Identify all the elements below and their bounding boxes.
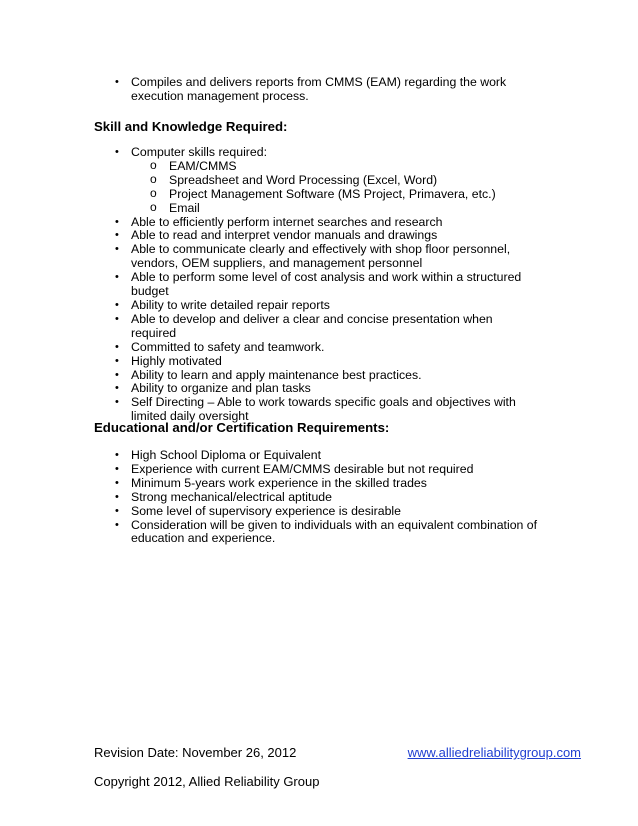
list-item bbox=[0, 369, 638, 383]
bullet-icon: • bbox=[115, 229, 119, 242]
circle-bullet-icon: o bbox=[150, 199, 157, 214]
bullet-icon: • bbox=[115, 340, 119, 353]
list-item-text: Ability to write detailed repair reports bbox=[131, 297, 330, 312]
list-item-text: Able to develop and deliver a clear and concise presentation when required bbox=[131, 311, 493, 340]
education-heading: Educational and/or Certification Requirements: bbox=[94, 420, 390, 435]
circle-bullet-icon: o bbox=[150, 185, 157, 200]
list-item-text: Computer skills required: bbox=[131, 145, 267, 159]
list-item-text: Able to communicate clearly and effectively with shop floor personnel, vendors, OEM suppliers, and management personnel bbox=[131, 242, 511, 271]
skills-list bbox=[0, 146, 638, 424]
list-item bbox=[0, 243, 638, 271]
list-item-text: Experience with current EAM/CMMS desirable but not required bbox=[131, 461, 474, 476]
bullet-icon: • bbox=[115, 504, 119, 517]
circle-bullet-icon: o bbox=[150, 171, 157, 186]
list-item-text: Able to read and interpret vendor manuals and drawings bbox=[131, 228, 438, 243]
bullet-icon: • bbox=[115, 382, 119, 395]
sub-list-item-text: Spreadsheet and Word Processing (Excel, Word) bbox=[169, 172, 438, 187]
list-item-text: Ability to organize and plan tasks bbox=[131, 381, 311, 396]
list-item-text: Compiles and delivers reports from CMMS (EAM) regarding the work execution management process. bbox=[131, 75, 507, 103]
revision-date: Revision Date: November 26, 2012 bbox=[94, 745, 297, 760]
list-item bbox=[0, 299, 638, 313]
bullet-icon: • bbox=[115, 298, 119, 311]
list-item bbox=[0, 76, 638, 104]
list-item-text: High School Diploma or Equivalent bbox=[131, 448, 322, 462]
list-item bbox=[0, 477, 638, 491]
list-item bbox=[0, 491, 638, 505]
bullet-icon: • bbox=[115, 368, 119, 381]
list-item bbox=[0, 463, 638, 477]
bullet-icon: • bbox=[115, 354, 119, 367]
bullet-icon: • bbox=[115, 76, 119, 88]
list-item-text: Strong mechanical/electrical aptitude bbox=[131, 489, 332, 504]
bullet-icon: • bbox=[115, 312, 119, 325]
bullet-icon: • bbox=[115, 271, 119, 284]
list-item bbox=[0, 216, 638, 230]
list-item bbox=[0, 229, 638, 243]
sub-list-item bbox=[131, 199, 538, 216]
list-item bbox=[0, 146, 638, 216]
bullet-icon: • bbox=[115, 243, 119, 256]
list-item bbox=[0, 313, 638, 341]
bullet-icon: • bbox=[115, 449, 119, 461]
sub-list-item-text: Email bbox=[169, 200, 200, 215]
list-item-text: Consideration will be given to individuals with an equivalent combination of education and experience. bbox=[131, 517, 538, 546]
list-item-text: Ability to learn and apply maintenance best practices. bbox=[131, 367, 422, 382]
bullet-icon: • bbox=[115, 215, 119, 228]
list-item bbox=[0, 271, 638, 299]
sub-list-item bbox=[131, 171, 538, 188]
list-item-text: Self Directing – Able to work towards specific goals and objectives with limited daily oversight bbox=[131, 395, 516, 424]
list-item-text: Minimum 5-years work experience in the skilled trades bbox=[131, 475, 427, 490]
bullet-icon: • bbox=[115, 476, 119, 489]
bullet-icon: • bbox=[115, 462, 119, 475]
list-item-text: Able to perform some level of cost analysis and work within a structured budget bbox=[131, 270, 522, 299]
top-bullet-list bbox=[0, 76, 638, 104]
education-list bbox=[0, 449, 638, 546]
sub-list-item-text: EAM/CMMS bbox=[169, 158, 237, 173]
list-item-text: Able to efficiently perform internet searches and research bbox=[131, 214, 443, 229]
list-item bbox=[0, 341, 638, 355]
circle-bullet-icon: o bbox=[150, 157, 157, 172]
bullet-icon: • bbox=[115, 146, 119, 158]
copyright-notice: Copyright 2012, Allied Reliability Group bbox=[94, 774, 320, 789]
website-link[interactable]: www.alliedreliabilitygroup.com bbox=[407, 745, 581, 760]
sub-list bbox=[131, 157, 538, 216]
list-item-text: Some level of supervisory experience is desirable bbox=[131, 503, 401, 518]
sub-list-item-text: Project Management Software (MS Project, Primavera, etc.) bbox=[169, 186, 496, 201]
sub-list-item bbox=[131, 157, 538, 174]
list-item bbox=[0, 505, 638, 519]
list-item-text: Committed to safety and teamwork. bbox=[131, 339, 325, 354]
bullet-icon: • bbox=[115, 490, 119, 503]
list-item-text: Highly motivated bbox=[131, 353, 222, 368]
skills-heading: Skill and Knowledge Required: bbox=[94, 119, 288, 134]
list-item bbox=[0, 519, 638, 547]
list-item bbox=[0, 355, 638, 369]
list-item bbox=[0, 382, 638, 396]
sub-list-item bbox=[131, 185, 538, 202]
bullet-icon: • bbox=[115, 396, 119, 409]
bullet-icon: • bbox=[115, 518, 119, 531]
list-item bbox=[0, 449, 638, 463]
